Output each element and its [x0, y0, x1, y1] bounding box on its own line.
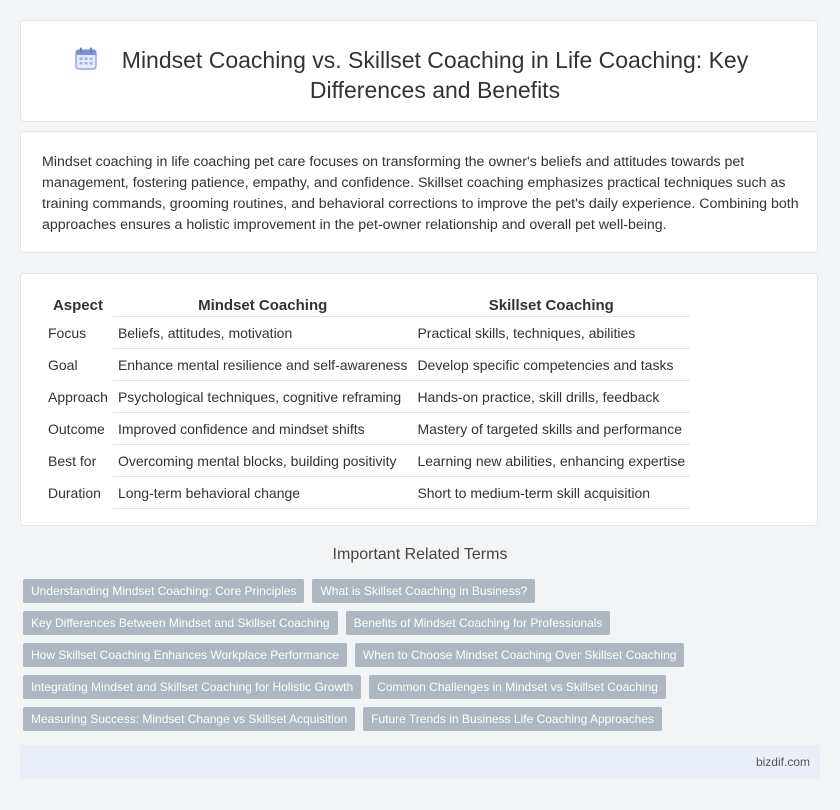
row-aspect: Outcome: [48, 421, 105, 437]
comparison-card: [20, 273, 818, 526]
page-title: Mindset Coaching vs. Skillset Coaching in Life Coaching: Key Differences and Benefits: [121, 47, 749, 103]
row-mindset: Enhance mental resilience and self-awareness: [113, 349, 413, 381]
header-aspect: Aspect: [52, 297, 103, 315]
related-term-link[interactable]: Measuring Success: Mindset Change vs Skillset Acquisition: [23, 707, 355, 731]
header-mindset: Mindset Coaching: [113, 294, 413, 317]
related-term-link[interactable]: Understanding Mindset Coaching: Core Principles: [23, 579, 304, 603]
row-mindset: Overcoming mental blocks, building positivity: [113, 445, 413, 477]
related-term-link[interactable]: Key Differences Between Mindset and Skillset Coaching: [23, 611, 338, 635]
table-row: [43, 413, 690, 445]
site-name[interactable]: bizdif.com: [755, 755, 810, 769]
table-header-row: [43, 294, 690, 317]
row-skillset: Learning new abilities, enhancing expertise: [412, 445, 690, 477]
row-skillset: Mastery of targeted skills and performance: [412, 413, 690, 445]
intro-paragraph: Mindset coaching in life coaching pet care focuses on transforming the owner's beliefs and attitudes towards pet management, fostering patience, empathy, and confidence. Skillset coaching emphasizes practical techniques such as training commands, grooming routines, and behavioral corrections to improve the pet's daily experience. Combining both approaches ensures a holistic improvement in the pet-owner relationship and overall pet well-being.: [42, 154, 799, 233]
header-skillset: Skillset Coaching: [412, 294, 690, 317]
row-aspect: Goal: [48, 357, 78, 373]
related-term-link[interactable]: Benefits of Mindset Coaching for Professionals: [346, 611, 611, 635]
related-term-link[interactable]: Integrating Mindset and Skillset Coaching for Holistic Growth: [23, 675, 361, 699]
footer-bar: [20, 745, 820, 779]
intro-card: [20, 131, 818, 253]
row-aspect: Duration: [48, 485, 101, 501]
comparison-table: [43, 294, 690, 509]
related-terms-list: [23, 579, 813, 739]
table-row: [43, 317, 690, 349]
related-term-link[interactable]: How Skillset Coaching Enhances Workplace Performance: [23, 643, 347, 667]
row-skillset: Develop specific competencies and tasks: [412, 349, 690, 381]
row-aspect: Focus: [48, 325, 87, 341]
row-mindset: Psychological techniques, cognitive reframing: [113, 381, 413, 413]
row-mindset: Improved confidence and mindset shifts: [113, 413, 413, 445]
table-row: [43, 349, 690, 381]
table-row: [43, 381, 690, 413]
table-row: [43, 445, 690, 477]
related-term-link[interactable]: Future Trends in Business Life Coaching Approaches: [363, 707, 662, 731]
title-card: [20, 20, 818, 122]
related-term-link[interactable]: What is Skillset Coaching in Business?: [312, 579, 535, 603]
related-term-link[interactable]: When to Choose Mindset Coaching Over Skillset Coaching: [355, 643, 685, 667]
row-mindset: Long-term behavioral change: [113, 477, 413, 509]
related-terms-heading: Important Related Terms: [332, 546, 508, 563]
row-skillset: Hands-on practice, skill drills, feedback: [412, 381, 690, 413]
row-aspect: Approach: [48, 389, 108, 405]
related-term-link[interactable]: Common Challenges in Mindset vs Skillset Coaching: [369, 675, 666, 699]
table-row: [43, 477, 690, 509]
row-skillset: Practical skills, techniques, abilities: [412, 317, 690, 349]
row-skillset: Short to medium-term skill acquisition: [412, 477, 690, 509]
row-aspect: Best for: [48, 453, 97, 469]
row-mindset: Beliefs, attitudes, motivation: [113, 317, 413, 349]
